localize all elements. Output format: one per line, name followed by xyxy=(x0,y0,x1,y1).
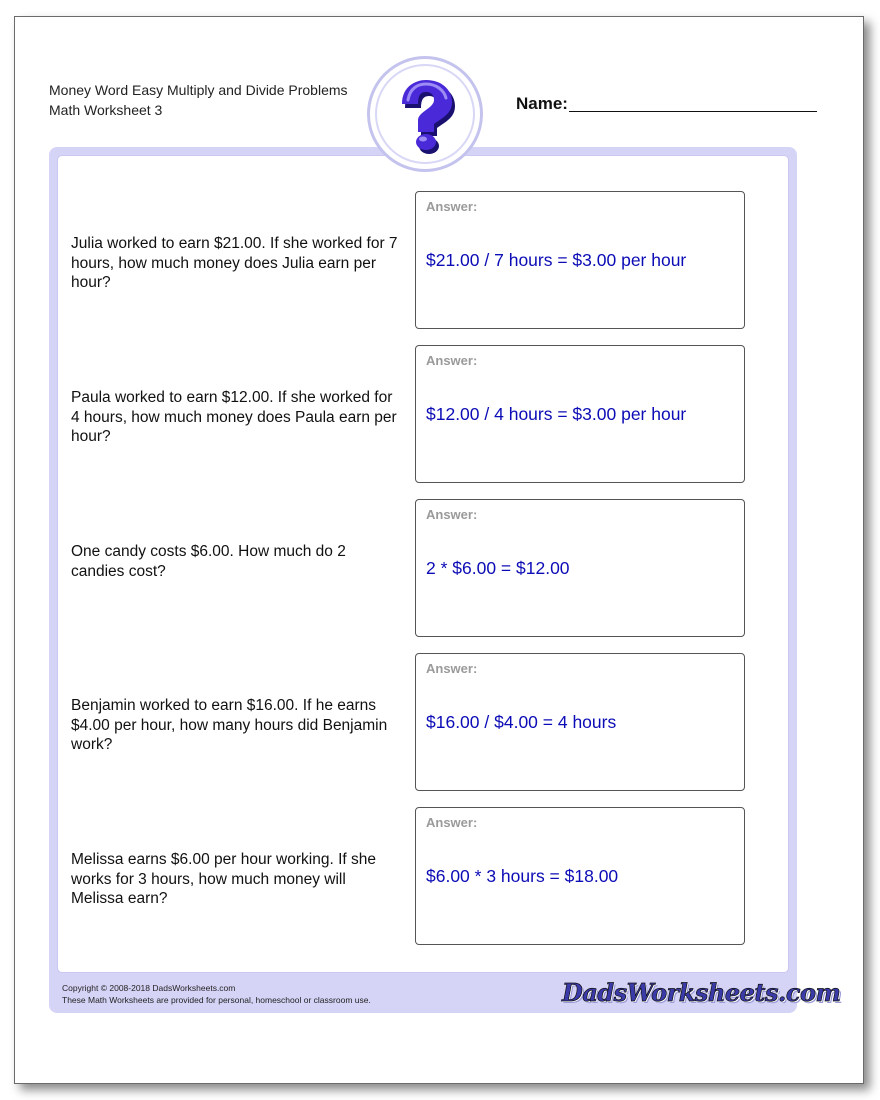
answer-box-4[interactable] xyxy=(415,653,745,791)
worksheet-title xyxy=(49,80,348,120)
answer-label: Answer: xyxy=(426,199,478,214)
answer-text: $21.00 / 7 hours = $3.00 per hour xyxy=(426,250,687,270)
answer-text: 2 * $6.00 = $12.00 xyxy=(426,558,570,578)
answer-box-5[interactable] xyxy=(415,807,745,945)
answer-label: Answer: xyxy=(426,507,478,522)
answer-text: $16.00 / $4.00 = 4 hours xyxy=(426,712,617,732)
answer-text: $6.00 * 3 hours = $18.00 xyxy=(426,866,619,886)
answer-box-2[interactable] xyxy=(415,345,745,483)
answer-box-3[interactable] xyxy=(415,499,745,637)
question-3: One candy costs $6.00. How much do 2 candies cost? xyxy=(71,543,346,580)
answer-label: Answer: xyxy=(426,815,478,830)
question-4: Benjamin worked to earn $16.00. If he earns $4.00 per hour, how many hours did Benjamin work? xyxy=(71,697,388,753)
answer-box-1[interactable] xyxy=(415,191,745,329)
name-label: Name: xyxy=(516,94,568,113)
title-line-2: Math Worksheet 3 xyxy=(49,102,163,118)
name-line xyxy=(569,111,817,112)
answer-label: Answer: xyxy=(426,661,478,676)
question-1: Julia worked to earn $21.00. If she worked for 7 hours, how much money does Julia earn per hour? xyxy=(71,235,398,291)
footer-copyright xyxy=(62,982,371,1006)
usage-notice: These Math Worksheets are provided for personal, homeschool or classroom use. xyxy=(62,995,371,1005)
question-5: Melissa earns $6.00 per hour working. If she works for 3 hours, how much money will Melissa earn? xyxy=(71,851,376,907)
question-2: Paula worked to earn $12.00. If she worked for 4 hours, how much money does Paula earn per hour? xyxy=(71,389,397,445)
question-mark-icon xyxy=(388,76,460,156)
brand-logo: DadsWorksheets.com xyxy=(562,978,841,1007)
title-line-1: Money Word Easy Multiply and Divide Problems xyxy=(49,82,348,98)
copyright-text: Copyright © 2008-2018 DadsWorksheets.com xyxy=(62,983,236,993)
answer-text: $12.00 / 4 hours = $3.00 per hour xyxy=(426,404,687,424)
answer-label: Answer: xyxy=(426,353,478,368)
